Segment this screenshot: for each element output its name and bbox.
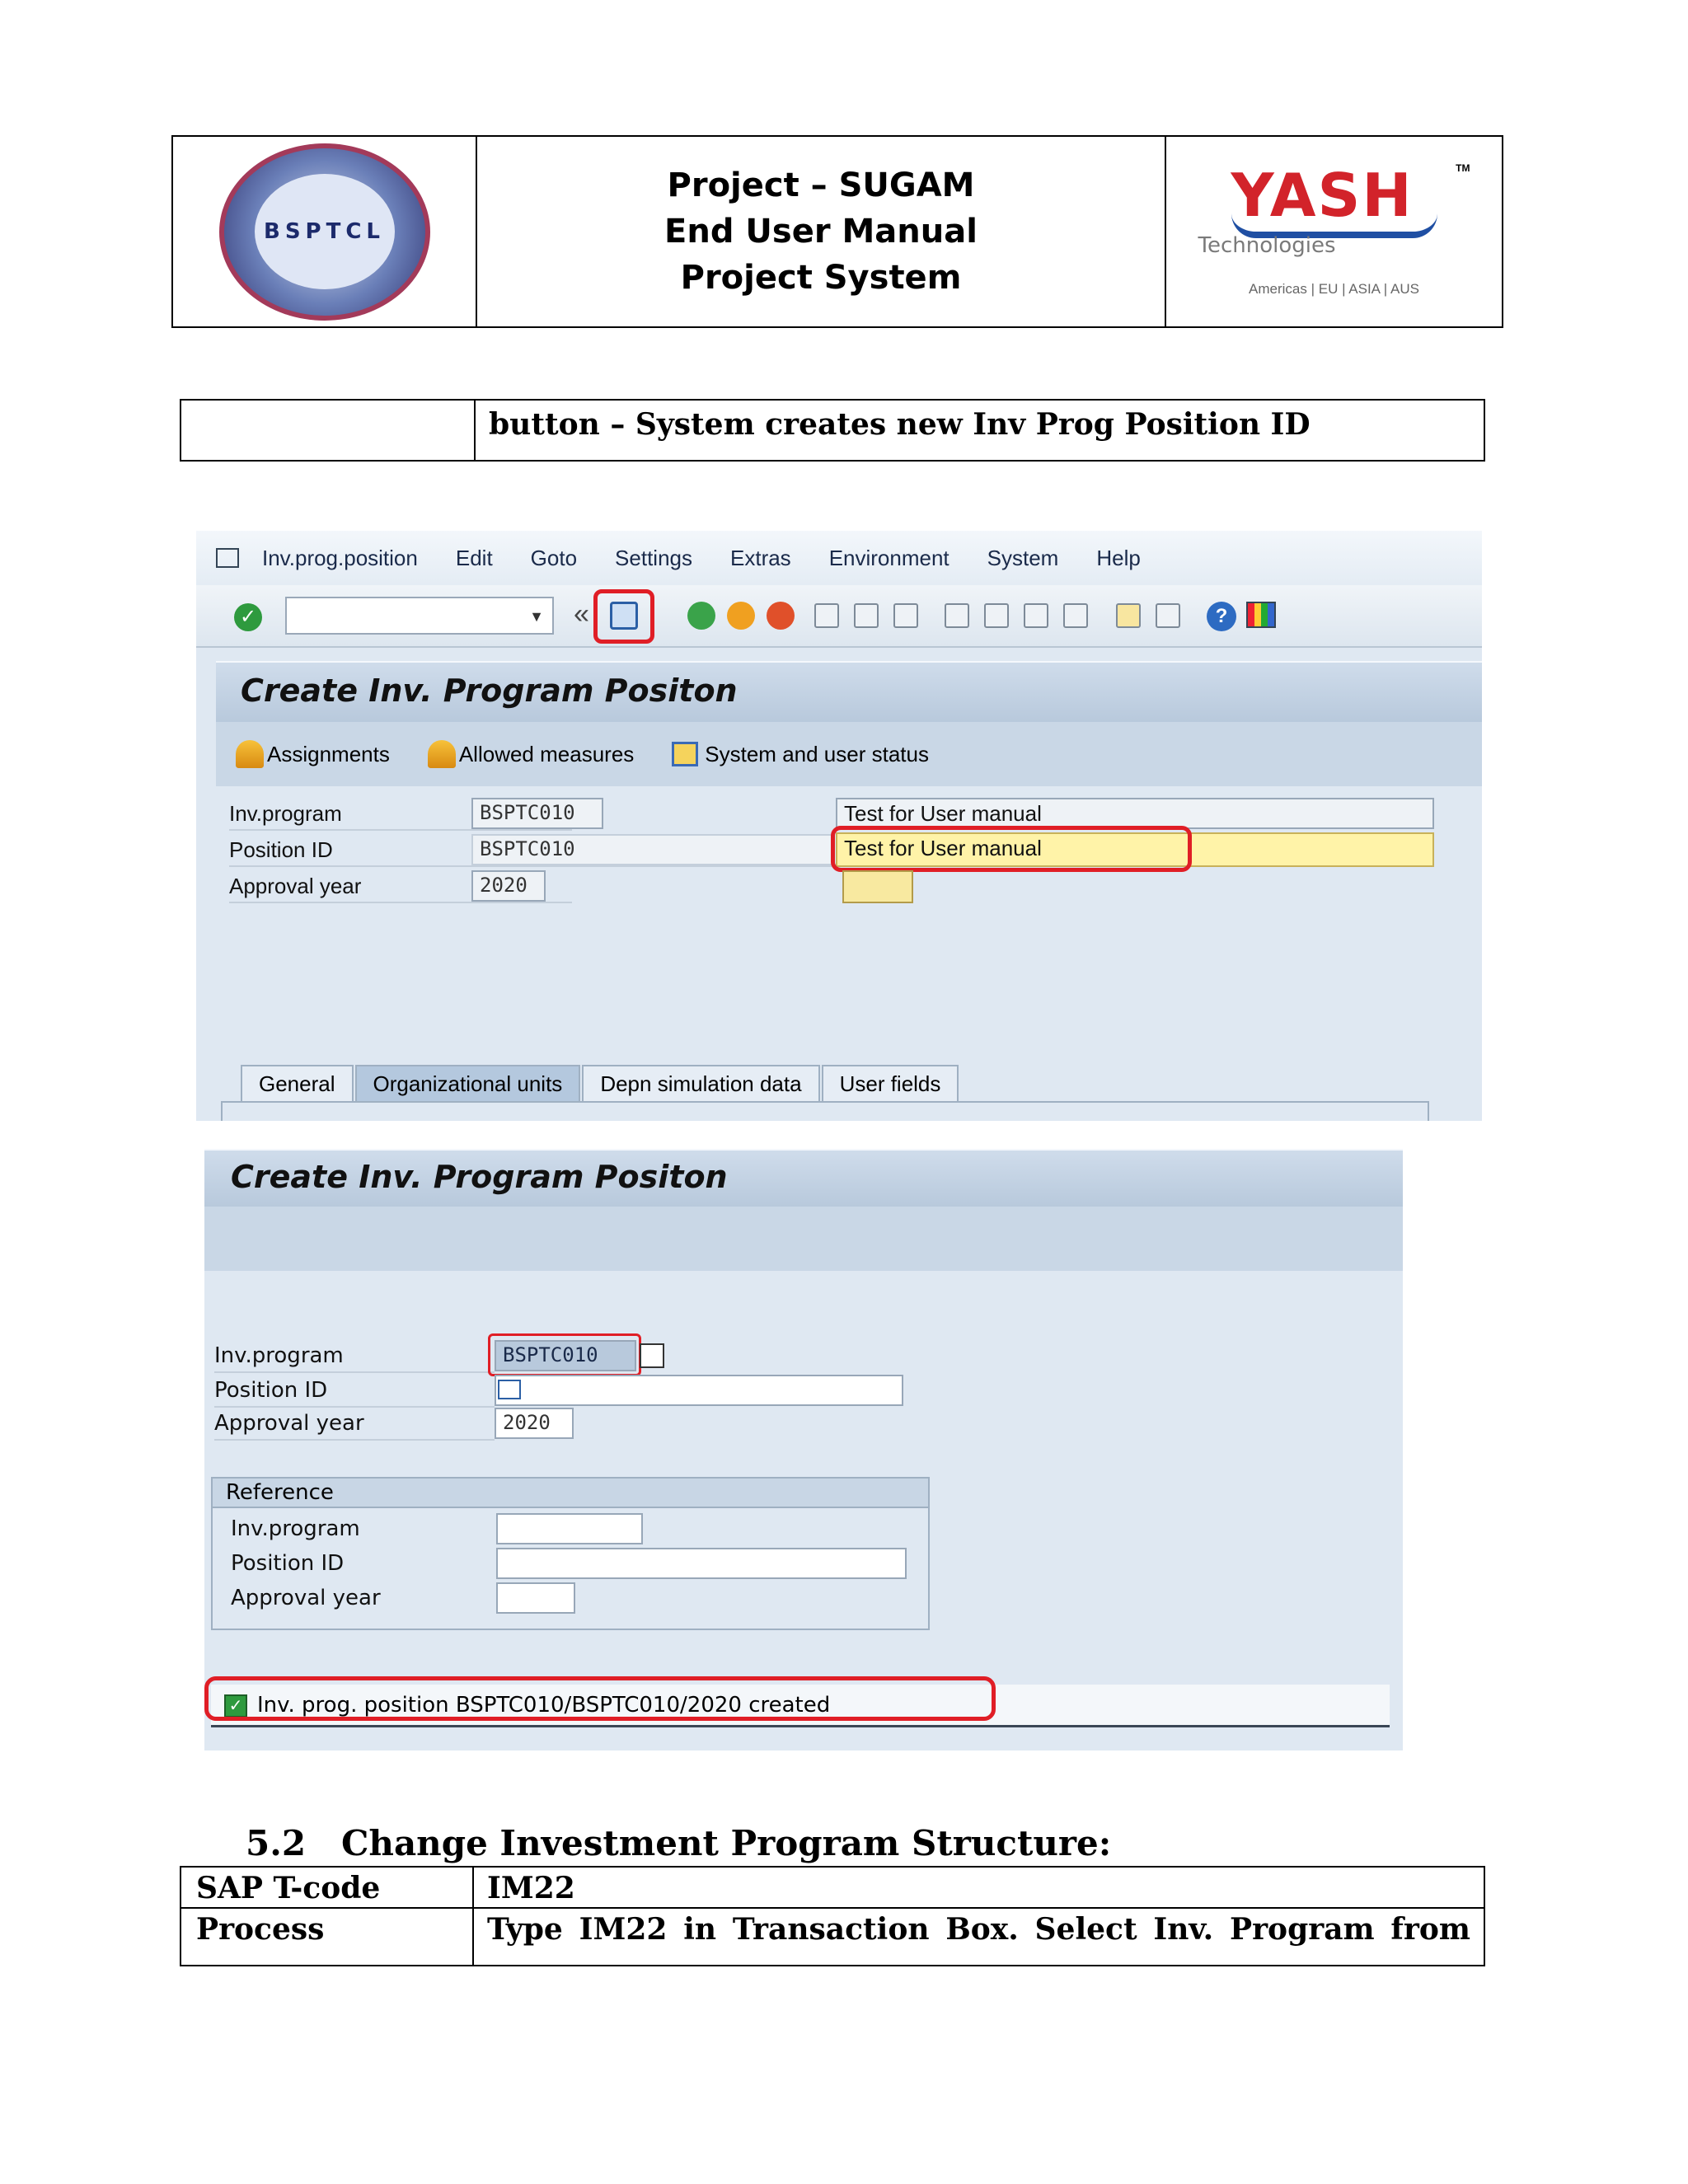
assignments-icon [236, 740, 264, 768]
standard-toolbar [196, 585, 1482, 648]
yash-logo [1198, 161, 1470, 258]
chevron-down-icon[interactable]: ▼ [529, 608, 544, 625]
command-field[interactable] [285, 597, 554, 635]
process-table [180, 1866, 1485, 1966]
enter-check-icon[interactable]: ✓ [234, 603, 262, 631]
screen-title: Create Inv. Program Positon [241, 673, 738, 709]
section-title: Change Investment Program Structure: [341, 1823, 1112, 1863]
help-icon[interactable]: ? [1207, 602, 1236, 631]
screen2-title-bar [204, 1149, 1403, 1207]
new-session-icon[interactable] [1116, 603, 1141, 628]
title-line-manual: End User Manual [664, 213, 978, 251]
shortcut-icon[interactable] [1156, 603, 1180, 628]
ref-position-id-label: Position ID [231, 1551, 345, 1576]
section-number: 5.2 [246, 1823, 307, 1863]
layout-menu-icon[interactable] [1246, 602, 1276, 628]
process-label: Process [181, 1909, 474, 1965]
system-user-status-button[interactable] [672, 742, 929, 767]
menu-settings[interactable]: Settings [615, 545, 692, 570]
ref-inv-program-field[interactable] [496, 1513, 643, 1544]
next-page-icon[interactable] [1024, 603, 1048, 628]
yash-regions: Americas | EU | ASIA | AUS [1249, 281, 1419, 297]
inv-program-field[interactable]: BSPTC010 [471, 798, 603, 829]
yash-trademark: TM [1456, 162, 1470, 174]
yash-logo-cell [1166, 137, 1502, 326]
step-label-cell [181, 401, 476, 460]
label-underline [229, 902, 572, 903]
reference-group [211, 1477, 930, 1630]
table-row [181, 1868, 1484, 1907]
document-title [477, 137, 1166, 326]
find-icon[interactable] [854, 603, 879, 628]
title-line-system: Project System [680, 259, 962, 297]
status-highlight [204, 1676, 996, 1721]
back-icon[interactable] [687, 602, 715, 630]
menu-extras[interactable]: Extras [730, 545, 791, 570]
find-next-icon[interactable] [893, 603, 918, 628]
tab-panel [221, 1101, 1429, 1121]
print-icon[interactable] [814, 603, 839, 628]
yash-logo-sub: Technologies [1198, 233, 1336, 258]
s2-inv-program-highlight [488, 1333, 641, 1376]
exit-icon[interactable] [727, 602, 755, 630]
ref-position-id-field[interactable] [496, 1548, 907, 1579]
approval-year-field[interactable]: 2020 [471, 870, 546, 902]
allowed-measures-label: Allowed measures [458, 741, 635, 766]
label-underline [214, 1439, 495, 1441]
s2-inv-program-label: Inv.program [214, 1343, 344, 1368]
menu-goto[interactable]: Goto [530, 545, 578, 570]
last-page-icon[interactable] [1063, 603, 1088, 628]
process-value [474, 1909, 1484, 1965]
first-page-icon[interactable] [945, 603, 969, 628]
system-user-status-label: System and user status [705, 741, 929, 766]
status-message[interactable]: Inv. prog. position BSPTC010/BSPTC010/2020 created [257, 1693, 831, 1718]
title-line-project: Project – SUGAM [667, 166, 975, 204]
screen2-title: Create Inv. Program Positon [231, 1159, 728, 1195]
step-text: button – System creates new Inv Prog Position ID [489, 407, 1311, 442]
label-underline [214, 1371, 495, 1373]
sap-screen-initial [204, 1149, 1403, 1750]
header-form [216, 786, 1482, 1121]
menu-edit[interactable]: Edit [455, 545, 493, 570]
assignments-button[interactable] [236, 740, 390, 768]
process-word: Program [1230, 1912, 1375, 1947]
cancel-icon[interactable] [767, 602, 795, 630]
s2-approval-year-label: Approval year [214, 1411, 364, 1436]
ref-approval-year-label: Approval year [231, 1586, 381, 1610]
screen-title-bar [216, 661, 1482, 722]
allowed-measures-icon [428, 740, 456, 768]
label-underline [229, 829, 572, 831]
process-word: Box. [945, 1912, 1019, 1947]
reference-group-header: Reference [213, 1479, 928, 1508]
position-id-field[interactable]: BSPTC010 [471, 834, 834, 865]
status-icon [672, 742, 698, 766]
menu-system[interactable]: System [987, 545, 1059, 570]
checkbox-icon[interactable] [498, 1380, 521, 1399]
menu-inv-prog-position[interactable]: Inv.prog.position [262, 545, 418, 570]
collapse-arrows-icon[interactable]: « [574, 598, 589, 630]
bsptcl-seal-logo [219, 143, 430, 321]
save-highlight [593, 589, 654, 644]
tab-strip [241, 1065, 960, 1101]
description-highlight [831, 826, 1192, 872]
bsptcl-seal-center [255, 174, 395, 289]
application-toolbar [216, 722, 1482, 786]
assignments-label: Assignments [267, 741, 390, 766]
s2-inv-program-field[interactable]: BSPTC010 [495, 1340, 636, 1371]
screen2-application-toolbar [204, 1207, 1403, 1271]
process-word: Select [1034, 1912, 1137, 1947]
label-underline [214, 1406, 495, 1408]
inv-program-label: Inv.program [229, 801, 342, 826]
tcode-value: IM22 [487, 1871, 575, 1905]
process-word: Transaction [732, 1912, 930, 1947]
success-check-icon: ✓ [224, 1694, 247, 1718]
menu-exit-icon[interactable] [216, 548, 239, 568]
position-id-label: Position ID [229, 837, 333, 862]
process-word: IM22 [579, 1912, 668, 1947]
yash-logo-word: YASH [1231, 161, 1414, 230]
document-header [171, 135, 1503, 328]
approval-year-label: Approval year [229, 874, 362, 898]
menu-help[interactable]: Help [1096, 545, 1141, 570]
allowed-measures-button[interactable] [428, 740, 634, 768]
s2-approval-year-field[interactable]: 2020 [495, 1408, 574, 1439]
s2-position-id-field[interactable] [495, 1375, 903, 1406]
tab-organizational-units[interactable]: Organizational units [355, 1065, 581, 1101]
table-row [181, 1907, 1484, 1965]
step-table [180, 399, 1485, 462]
process-word: in [683, 1912, 717, 1947]
process-word: from [1390, 1912, 1470, 1947]
position-id-description-input[interactable]: Test for User manual [836, 832, 1434, 867]
previous-page-icon[interactable] [984, 603, 1009, 628]
process-word: Type [487, 1912, 563, 1947]
long-text-pencil-icon[interactable] [842, 870, 913, 903]
menu-environment[interactable]: Environment [828, 545, 950, 570]
process-word: Inv. [1153, 1912, 1214, 1947]
section-heading [246, 1823, 1111, 1863]
ref-approval-year-field[interactable] [496, 1582, 575, 1614]
ref-inv-program-label: Inv.program [231, 1516, 360, 1541]
matchcode-icon[interactable] [640, 1343, 664, 1368]
sap-screen-create-position [196, 531, 1482, 1121]
inv-program-description: Test for User manual [836, 798, 1434, 829]
tab-general[interactable]: General [241, 1065, 354, 1101]
bsptcl-logo-text: BSPTCL [264, 219, 385, 244]
tab-depn-simulation-data[interactable]: Depn simulation data [582, 1065, 819, 1101]
s2-position-id-label: Position ID [214, 1378, 328, 1403]
menu-bar [196, 531, 1482, 585]
tab-user-fields[interactable]: User fields [822, 1065, 959, 1101]
tcode-label: SAP T-code [181, 1868, 474, 1907]
bsptcl-logo-cell [173, 137, 477, 326]
